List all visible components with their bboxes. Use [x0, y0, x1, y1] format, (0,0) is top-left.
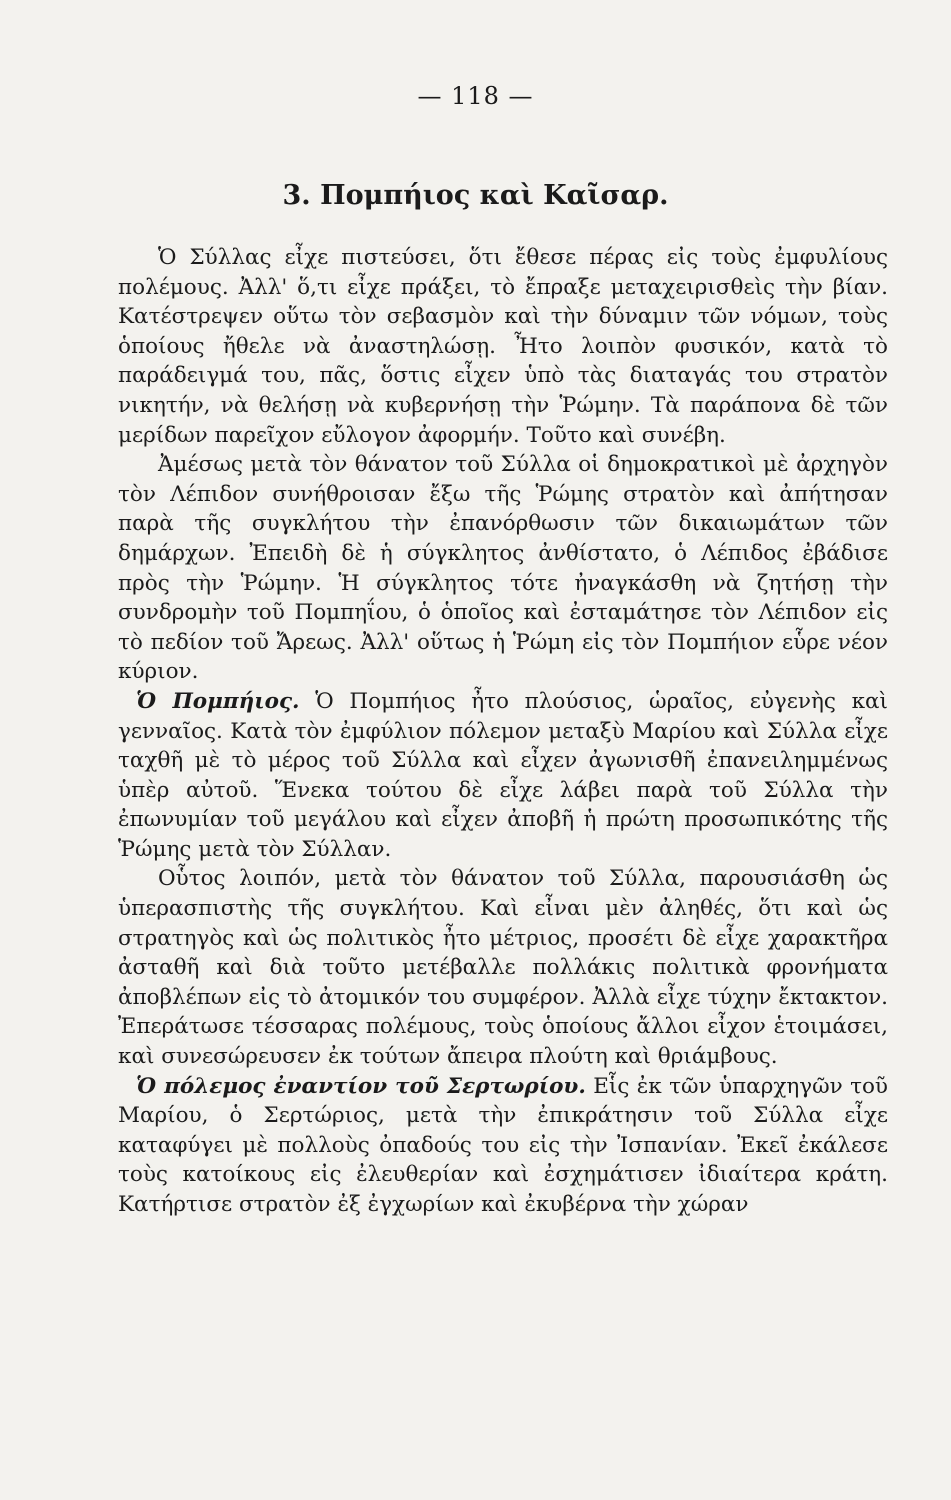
paragraph-2	[118, 450, 888, 687]
paragraph-4	[118, 864, 888, 1071]
paragraph-text: Οὗτος λοιπόν, μετὰ τὸν θάνατον τοῦ Σύλλα, παρουσιάσθη ὡς ὑπερασπιστὴς τῆς συγκλήτου. Καὶ εἶναι μὲν ἀληθές, ὅτι καὶ ὡς στρατηγὸς καὶ ὡς πολιτικὸς ἦτο μέτριος, προσέτι δὲ εἶχε χαρακτῆρα ἀσταθῆ καὶ διὰ τοῦτο μετέβαλλε πολλάκις πολιτικὰ φρονήματα ἀποβλέπων εἰς τὸ ἀτομικόν του συμφέρον. Ἀλλὰ εἶχε τύχην ἔκτακτον. Ἐπεράτωσε τέσσαρας πολέμους, τοὺς ὁποίους ἄλλοι εἶχον ἑτοιμάσει, καὶ συνεσώρευσεν ἐκ τούτων ἄπειρα πλούτη καὶ θριάμβους.	[118, 866, 888, 1070]
section-heading-sertorius-war: Ὁ πόλεμος ἐναντίον τοῦ Σερτωρίου.	[136, 1073, 586, 1099]
paragraph-text: Ὁ Πομπήιος ἦτο πλούσιος, ὡραῖος, εὐγενὴς καὶ γενναῖος. Κατὰ τὸν ἐμφύλιον πόλεμον μεταξὺ Μαρίου καὶ Σύλλα εἶχε ταχθῆ μὲ τὸ μέρος τοῦ Σύλλα καὶ εἶχεν ἀγωνισθῆ ἐπανειλημμένως ὑπὲρ αὐτοῦ. Ἕνεκα τούτου δὲ εἶχε λάβει παρὰ τοῦ Σύλλα τὴν ἐπωνυμίαν τοῦ μεγάλου καὶ εἶχεν ἀποβῆ ἡ πρώτη προσωπικότης τῆς Ῥώμης μετὰ τὸν Σύλλαν.	[118, 688, 888, 862]
paragraph-3	[118, 687, 888, 865]
page-number: — 118 —	[417, 82, 534, 110]
page-body	[118, 243, 888, 1220]
paragraph-1	[118, 243, 888, 450]
paragraph-text: Ἀμέσως μετὰ τὸν θάνατον τοῦ Σύλλα οἱ δημοκρατικοὶ μὲ ἀρχηγὸν τὸν Λέπιδον συνήθροισαν ἔξω τῆς Ῥώμης στρατὸν καὶ ἀπήτησαν παρὰ τῆς συγκλήτου τὴν ἐπανόρθωσιν τῶν δικαιωμάτων τῶν δημάρχων. Ἐπειδὴ δὲ ἡ σύγκλητος ἀνθίστατο, ὁ Λέπιδος ἐβάδισε πρὸς τὴν Ῥώμην. Ἡ σύγκλητος τότε ἠναγκάσθη νὰ ζητήσῃ τὴν συνδρομὴν τοῦ Πομπηΐου, ὁ ὁποῖος καὶ ἐσταμάτησε τὸν Λέπιδον εἰς τὸ πεδίον τοῦ Ἄρεως. Ἀλλ' οὕτως ἡ Ῥώμη εἰς τὸν Πομπήιον εὗρε νέον κύριον.	[118, 452, 888, 685]
paragraph-5	[118, 1072, 888, 1220]
paragraph-text: Ὁ Σύλλας εἶχε πιστεύσει, ὅτι ἔθεσε πέρας εἰς τοὺς ἐμφυλίους πολέμους. Ἀλλ' ὅ,τι εἶχε πράξει, τὸ ἔπραξε μεταχειρισθεὶς τὴν βίαν. Κατέστρεψεν οὕτω τὸν σεβασμὸν καὶ τὴν δύναμιν τῶν νόμων, τοὺς ὁποίους ἤθελε νὰ ἀναστηλώσῃ. Ἦτο λοιπὸν φυσικόν, κατὰ τὸ παράδειγμά του, πᾶς, ὅστις εἶχεν ὑπὸ τὰς διαταγάς του στρατὸν νικητήν, νὰ θελήσῃ νὰ κυβερνήσῃ τὴν Ῥώμην. Τὰ παράπονα δὲ τῶν μερίδων παρεῖχον εὔλογον ἀφορμήν. Τοῦτο καὶ συνέβη.	[118, 245, 888, 448]
paragraph-text: Εἷς ἐκ τῶν ὑπαρχηγῶν τοῦ Μαρίου, ὁ Σερτώριος, μετὰ τὴν ἐπικράτησιν τοῦ Σύλλα εἶχε καταφύγει μὲ πολλοὺς ὀπαδούς του εἰς τὴν Ἰσπανίαν. Ἐκεῖ ἐκάλεσε τοὺς κατοίκους εἰς ἐλευθερίαν καὶ ἐσχημάτισεν ἰδιαίτερα κράτη. Κατήρτισε στρατὸν ἐξ ἐγχωρίων καὶ ἐκυβέρνα τὴν χώραν	[118, 1073, 888, 1217]
chapter-title: 3. Πομπήιος καὶ Καῖσαρ.	[282, 180, 669, 211]
section-heading-pompey: Ὁ Πομπήιος.	[136, 688, 300, 714]
